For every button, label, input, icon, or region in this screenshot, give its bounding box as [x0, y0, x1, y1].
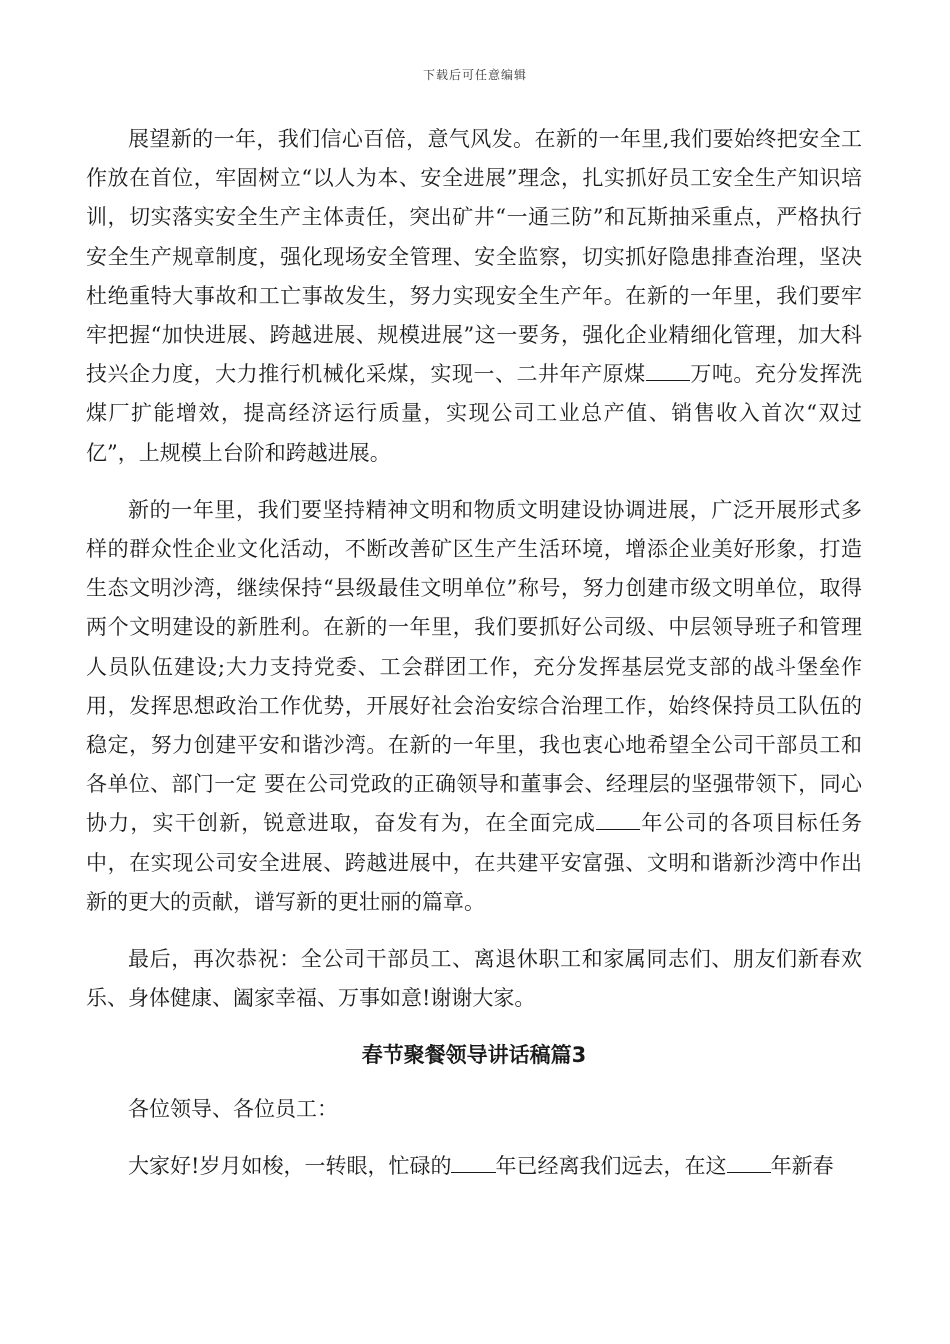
paragraph-text: 年公司的各项目标任务中，在实现公司安全进展、跨越进展中，在共建平安富强、文明和谐新沙湾中作出新的更大的贡献，谱写新的更壮丽的篇章。 [86, 811, 863, 914]
paragraph-text: 万吨。充分发挥洗煤厂扩能增效，提高经济运行质量，实现公司工业总产值、销售收入首次“双过亿”，上规模上台阶和跨越进展。 [86, 362, 863, 465]
paragraph-text: 各位领导、各位员工： [128, 1096, 338, 1121]
paragraph-text: 最后，再次恭祝：全公司干部员工、离退休职工和家属同志们、朋友们新春欢乐、身体健康、阖家幸福、万事如意!谢谢大家。 [86, 947, 862, 1011]
section-heading: 春节聚餐领导讲话稿篇3 [361, 1043, 587, 1068]
page-header: 下载后可任意编辑 [422, 68, 527, 82]
paragraph-safety-production [86, 120, 862, 473]
fill-in-blank [596, 811, 640, 831]
paragraph-text: 年已经离我们远去，在这 [495, 1153, 727, 1178]
paragraph-text: 年新春 [770, 1153, 834, 1178]
fill-in-blank [727, 1153, 771, 1173]
paragraph-civilization-building [86, 491, 862, 922]
paragraph-greeting [86, 1147, 862, 1186]
paragraph-text: 新的一年里，我们要坚持精神文明和物质文明建设协调进展，广泛开展形式多样的群众性企业文化活动，不断改善矿区生产生活环境，增添企业美好形象，打造生态文明沙湾，继续保持“县级最佳文明单位”称号，努力创建市级文明单位，取得两个文明建设的新胜利。在新的一年里，我们要抓好公司级、中层领导班子和管理人员队伍建设;大力支持党委、工会群团工作，充分发挥基层党支部的战斗堡垒作用，发挥思想政治工作优势，开展好社会治安综合治理工作，始终保持员工队伍的稳定，努力创建平安和谐沙湾。在新的一年里，我也衷心地希望全公司干部员工和各单位、部门一定 要在公司党政的正确领导和董事会、经理层的坚强带领下，同心协力，实干创新，锐意进取，奋发有为，在全面完成 [86, 497, 862, 836]
fill-in-blank [646, 361, 690, 381]
paragraph-salutation [86, 1090, 862, 1129]
paragraph-closing-wishes [86, 940, 862, 1018]
paragraph-text: 大家好!岁月如梭，一转眼，忙碌的 [128, 1153, 452, 1178]
paragraph-text: 展望新的一年，我们信心百倍，意气风发。在新的一年里,我们要始终把安全工作放在首位，牢固树立“以人为本、安全进展”理念，扎实抓好员工安全生产知识培训，切实落实安全生产主体责任，突出矿井“一通三防”和瓦斯抽采重点，严格执行安全生产规章制度，强化现场安全管理、安全监察，切实抓好隐患排查治理，坚决杜绝重特大事故和工亡事故发生，努力实现安全生产年。在新的一年里，我们要牢牢把握“加快进展、跨越进展、规模进展”这一要务，强化企业精细化管理，加大科技兴企力度，大力推行机械化采煤，实现一、二井年产原煤 [86, 127, 862, 387]
fill-in-blank [451, 1153, 495, 1173]
document-body [86, 120, 862, 1186]
